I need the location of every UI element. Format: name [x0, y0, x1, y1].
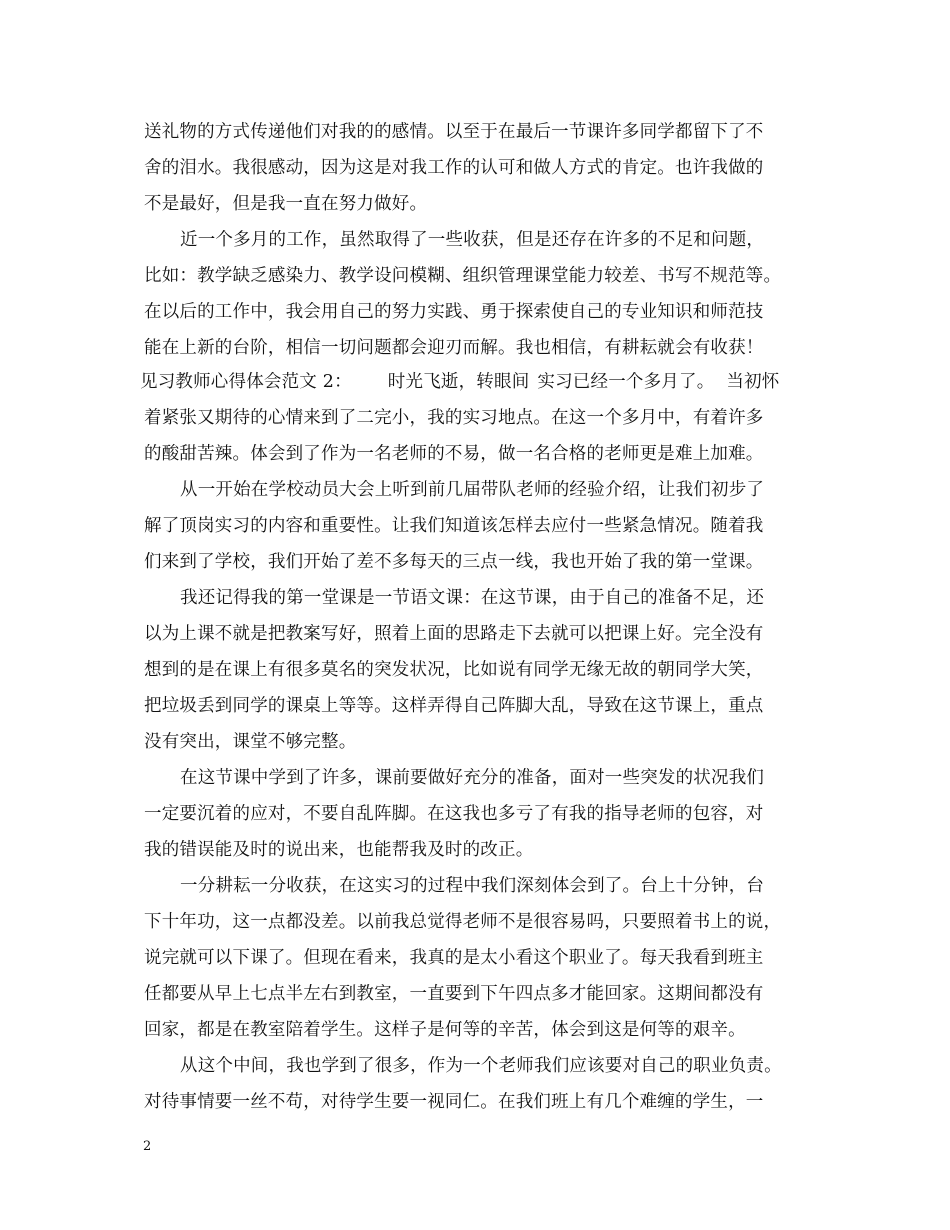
- text-line: 舍的泪水。我很感动，因为这是对我工作的认可和做人方式的肯定。也许我做的: [144, 158, 764, 178]
- page-number: 2: [143, 1139, 152, 1154]
- text-line: 说完就可以下课了。但现在看来，我真的是太小看这个职业了。每天我看到班主: [144, 948, 764, 968]
- text-line: 想到的是在课上有很多莫名的突发状况，比如说有同学无缘无故的朝同学大笑，: [144, 660, 764, 680]
- text-line: 在以后的工作中，我会用自己的努力实践、勇于探索使自己的专业知识和师范技: [144, 302, 764, 322]
- text-line: 比如：教学缺乏感染力、教学设问模糊、组织管理课堂能力较差、书写不规范等。: [144, 266, 782, 286]
- paragraph-first-line: 近一个多月的工作，虽然取得了一些收获，但是还存在许多的不足和问题，: [180, 230, 765, 250]
- paragraph-first-line: 一分耕耘一分收获，在这实习的过程中我们深刻体会到了。台上十分钟，台: [180, 876, 765, 896]
- text-line: 回家，都是在教室陪着学生。这样子是何等的辛苦，体会到这是何等的艰辛。: [144, 1020, 746, 1040]
- text-line: 解了顶岗实习的内容和重要性。让我们知道该怎样去应付一些紧急情况。随着我: [144, 516, 764, 536]
- text-line: 我的错误能及时的说出来，也能帮我及时的改正。: [144, 840, 534, 860]
- sample-title: 见习教师心得体会范文 2：: [140, 372, 352, 392]
- paragraph-first-line: 我还记得我的第一堂课是一节语文课：在这节课，由于自己的准备不足，还: [180, 588, 765, 608]
- heading-text-part: 实习已经一个多月了。: [537, 372, 715, 392]
- paragraph-first-line: 在这节课中学到了许多，课前要做好充分的准备，面对一些突发的状况我们: [180, 768, 765, 788]
- text-line: 们来到了学校，我们开始了差不多每天的三点一线，我也开始了我的第一堂课。: [144, 552, 764, 572]
- text-line: 把垃圾丢到同学的课桌上等等。这样弄得自己阵脚大乱，导致在这节课上，重点: [144, 696, 764, 716]
- text-line: 能在上新的台阶，相信一切问题都会迎刃而解。我也相信，有耕耘就会有收获！: [144, 338, 764, 358]
- text-line: 不是最好，但是我一直在努力做好。: [144, 194, 428, 214]
- text-line: 一定要沉着的应对，不要自乱阵脚。在这我也多亏了有我的指导老师的包容，对: [144, 804, 764, 824]
- text-line: 的酸甜苦辣。体会到了作为一名老师的不易，做一名合格的老师更是难上加难。: [144, 444, 764, 464]
- heading-text-part: 当初怀: [726, 372, 780, 392]
- text-line: 对待事情要一丝不苟，对待学生要一视同仁。在我们班上有几个难缠的学生，一: [144, 1092, 764, 1112]
- heading-text-part: 时光飞逝，转眼间: [387, 372, 530, 392]
- text-line: 没有突出，课堂不够完整。: [144, 732, 357, 752]
- text-line: 下十年功，这一点都没差。以前我总觉得老师不是很容易吗，只要照着书上的说，: [144, 912, 782, 932]
- sample-heading-line: [140, 371, 780, 393]
- text-line: 着紧张又期待的心情来到了二完小，我的实习地点。在这一个多月中，有着许多: [144, 408, 764, 428]
- text-line: 送礼物的方式传递他们对我的的感情。以至于在最后一节课许多同学都留下了不: [144, 122, 764, 142]
- paragraph-first-line: 从这个中间，我也学到了很多，作为一个老师我们应该要对自己的职业负责。: [180, 1056, 782, 1076]
- paragraph-first-line: 从一开始在学校动员大会上听到前几届带队老师的经验介绍，让我们初步了: [180, 480, 765, 500]
- text-line: 以为上课不就是把教案写好，照着上面的思路走下去就可以把课上好。完全没有: [144, 624, 764, 644]
- text-line: 任都要从早上七点半左右到教室，一直要到下午四点多才能回家。这期间都没有: [144, 984, 764, 1004]
